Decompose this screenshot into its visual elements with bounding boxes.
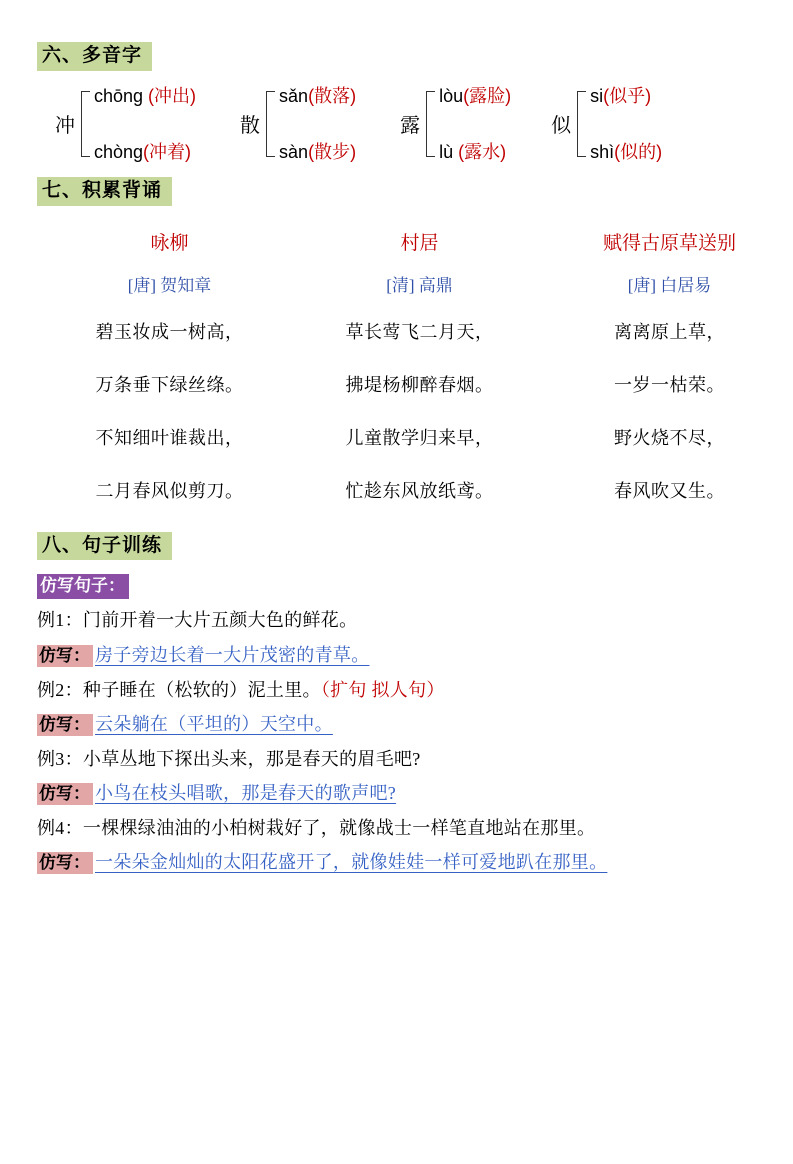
polyphone-reading-bottom: shì(似的) xyxy=(590,141,663,162)
polyphone-row xyxy=(55,87,793,161)
polyphone-char: 露 xyxy=(400,115,421,138)
section-polyphone xyxy=(37,42,793,71)
section-recitation xyxy=(37,177,793,206)
example-answer-text: 小鸟在枝头唱歌，那是春天的歌声吧? xyxy=(95,783,397,804)
fangxie-label: 仿写： xyxy=(37,714,93,736)
example-prompt-text: 例1：门前开着一大片五颜大色的鲜花。 xyxy=(37,610,358,631)
example-answer-text: 房子旁边长着一大片茂密的青草。 xyxy=(95,644,370,665)
poem-title: 咏柳 xyxy=(150,232,189,254)
example-answer-row xyxy=(37,711,755,738)
poem-line: 儿童散学归来早， xyxy=(345,427,494,448)
polyphone-reading-bottom: chòng(冲着) xyxy=(94,141,192,162)
poem-line: 碧玉妆成一树高， xyxy=(95,321,244,342)
example-prompt xyxy=(37,608,755,634)
polyphone-group-san xyxy=(240,87,356,161)
sentence-list xyxy=(37,574,755,876)
poem-author: [唐] 贺知章 xyxy=(127,275,212,295)
polyphone-group-chong xyxy=(55,87,196,161)
example-prompt-text: 例3：小草丛地下探出头来，那是春天的眉毛吧? xyxy=(37,748,421,769)
example-prompt xyxy=(37,678,755,704)
polyphone-readings xyxy=(279,87,356,161)
poem-line: 二月春风似剪刀。 xyxy=(95,480,244,501)
polyphone-group-si xyxy=(551,87,662,161)
example-prompt-text: 例4：一棵棵绿油油的小柏树栽好了，就像战士一样笔直地站在那里。 xyxy=(37,817,596,838)
example-answer-row xyxy=(37,849,755,876)
section-sentence-training xyxy=(37,532,793,561)
polyphone-char: 似 xyxy=(551,115,572,138)
poem-line: 野火烧不尽， xyxy=(614,427,725,448)
worksheet-page xyxy=(0,42,793,1164)
polyphone-reading-bottom: lù (露水) xyxy=(439,141,507,162)
poem-title: 赋得古原草送别 xyxy=(602,232,736,254)
subheading-fangxie-juzi: 仿写句子： xyxy=(37,574,129,599)
section-heading-recitation: 七、积累背诵 xyxy=(37,177,172,206)
section-heading-polyphone: 六、多音字 xyxy=(37,42,152,71)
example-answer-text: 云朵躺在（平坦的）天空中。 xyxy=(95,714,333,735)
fangxie-label: 仿写： xyxy=(37,645,93,667)
poem-line: 不知细叶谁裁出， xyxy=(95,427,244,448)
polyphone-reading-top: si(似乎) xyxy=(590,85,652,106)
polyphone-readings xyxy=(590,87,662,161)
poem-line: 忙趁东风放纸鸢。 xyxy=(345,480,494,501)
fangxie-label: 仿写： xyxy=(37,852,93,874)
poem-grid xyxy=(42,228,793,530)
poem-author: [清] 高鼎 xyxy=(386,275,453,295)
example-answer-text: 一朵朵金灿灿的太阳花盛开了，就像娃娃一样可爱地趴在那里。 xyxy=(95,852,608,873)
poem-line: 万条垂下绿丝绦。 xyxy=(95,374,244,395)
polyphone-reading-bottom: sàn(散步) xyxy=(279,141,357,162)
poem-line: 离离原上草， xyxy=(614,321,725,342)
polyphone-reading-top: sǎn(散落) xyxy=(279,85,357,106)
section-heading-sentence-training: 八、句子训练 xyxy=(37,532,172,561)
polyphone-reading-top: chōng (冲出) xyxy=(94,85,197,106)
example-answer-row xyxy=(37,642,755,669)
poem-line: 春风吹又生。 xyxy=(614,480,725,501)
example-prompt-text: 例2：种子睡在（松软的）泥土里。 xyxy=(37,679,321,700)
brace-icon xyxy=(577,91,586,157)
poem-line: 草长莺飞二月天， xyxy=(345,321,494,342)
poem-author: [唐] 白居易 xyxy=(627,275,712,295)
example-answer-row xyxy=(37,780,755,807)
polyphone-char: 冲 xyxy=(55,115,75,138)
poem-line: 拂堤杨柳醉春烟。 xyxy=(345,374,494,395)
polyphone-readings xyxy=(439,87,511,161)
poem-area xyxy=(0,228,793,530)
subheading-fangxie-juzi-wrap xyxy=(37,574,755,599)
brace-icon xyxy=(266,91,275,157)
brace-icon xyxy=(426,91,435,157)
example-prompt xyxy=(37,816,755,842)
polyphone-char: 散 xyxy=(240,115,261,138)
poem-title: 村居 xyxy=(400,232,439,254)
example-prompt xyxy=(37,747,755,773)
brace-icon xyxy=(81,91,90,157)
polyphone-readings xyxy=(94,87,196,161)
fangxie-label: 仿写： xyxy=(37,783,93,805)
poem-line: 一岁一枯荣。 xyxy=(614,374,725,395)
polyphone-group-lu xyxy=(400,87,511,161)
polyphone-reading-top: lòu(露脸) xyxy=(439,85,512,106)
example-prompt-note: （扩句 拟人句） xyxy=(320,679,445,700)
